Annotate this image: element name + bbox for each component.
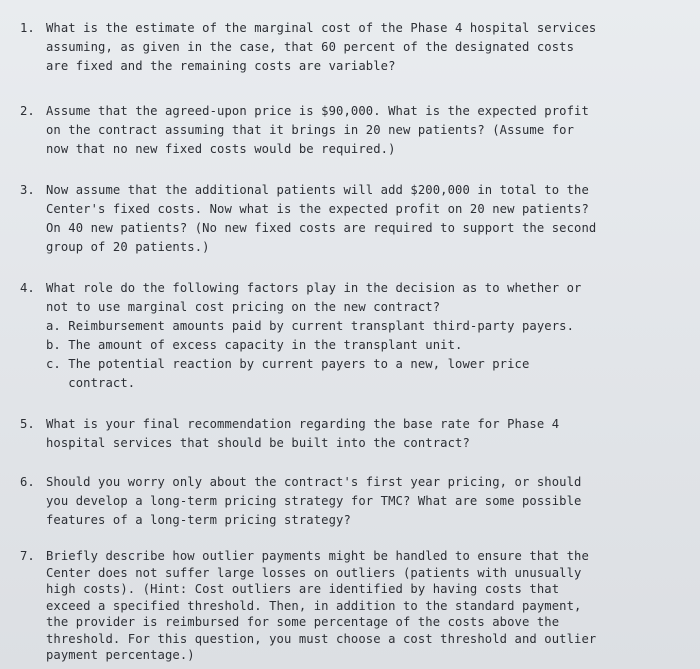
text-line: Center's fixed costs. Now what is the expected profit on 20 new patients?	[46, 202, 589, 216]
text-line: Should you worry only about the contract's first year pricing, or should	[46, 475, 582, 489]
question-text	[46, 102, 684, 159]
question-1	[20, 19, 684, 76]
question-text	[46, 415, 684, 453]
text-line: threshold. For this question, you must choose a cost threshold and outlier	[46, 631, 597, 646]
question-number: 4.	[20, 281, 35, 295]
text-line: Center does not suffer large losses on outliers (patients with unusually	[46, 565, 582, 580]
text-line: not to use marginal cost pricing on the new contract?	[46, 300, 441, 314]
question-number: 2.	[20, 104, 35, 118]
text-line: What is the estimate of the marginal cost of the Phase 4 hospital services	[46, 21, 597, 35]
question-number: 3.	[20, 183, 35, 197]
question-5	[20, 415, 684, 453]
text-line: hospital services that should be built into the contract?	[46, 436, 470, 450]
text-line: assuming, as given in the case, that 60 percent of the designated costs	[46, 40, 575, 54]
text-line: On 40 new patients? (No new fixed costs are required to support the second	[46, 221, 597, 235]
text-line: group of 20 patients.)	[46, 240, 210, 254]
text-line: Assume that the agreed-upon price is $90,000. What is the expected profit	[46, 104, 589, 118]
text-line: features of a long-term pricing strategy?	[46, 513, 351, 527]
question-text	[46, 181, 684, 257]
text-line: Now assume that the additional patients will add $200,000 in total to the	[46, 183, 589, 197]
question-number: 6.	[20, 475, 35, 489]
text-line: are fixed and the remaining costs are variable?	[46, 59, 396, 73]
text-line: What role do the following factors play in the decision as to whether or	[46, 281, 582, 295]
text-line: Briefly describe how outlier payments might be handled to ensure that the	[46, 549, 589, 563]
question-3	[20, 181, 684, 257]
question-6	[20, 473, 684, 530]
question-7	[20, 548, 684, 664]
text-line: payment percentage.)	[46, 648, 195, 662]
subitem-a: a. Reimbursement amounts paid by current transplant third-party payers.	[46, 319, 575, 333]
question-number: 5.	[20, 417, 35, 431]
text-line: What is your final recommendation regarding the base rate for Phase 4	[46, 417, 560, 431]
question-text	[46, 279, 684, 393]
question-2	[20, 102, 684, 159]
text-line: high costs). (Hint: Cost outliers are identified by having costs that	[46, 582, 560, 596]
subitem-c: c. The potential reaction by current payers to a new, lower price	[46, 357, 530, 371]
question-text	[46, 473, 684, 530]
subitem-c-continued: contract.	[46, 376, 136, 390]
text-line: on the contract assuming that it brings in 20 new patients? (Assume for	[46, 123, 575, 137]
question-text	[46, 19, 684, 76]
text-line: the provider is reimbursed for some percentage of the costs above the	[46, 615, 560, 629]
question-text	[46, 548, 684, 664]
text-line: exceed a specified threshold. Then, in addition to the standard payment,	[46, 598, 582, 613]
text-line: now that no new fixed costs would be required.)	[46, 142, 396, 156]
question-number: 7.	[20, 549, 35, 563]
text-line: you develop a long-term pricing strategy for TMC? What are some possible	[46, 494, 582, 508]
question-4	[20, 279, 684, 393]
question-number: 1.	[20, 21, 35, 35]
subitem-b: b. The amount of excess capacity in the transplant unit.	[46, 338, 463, 352]
